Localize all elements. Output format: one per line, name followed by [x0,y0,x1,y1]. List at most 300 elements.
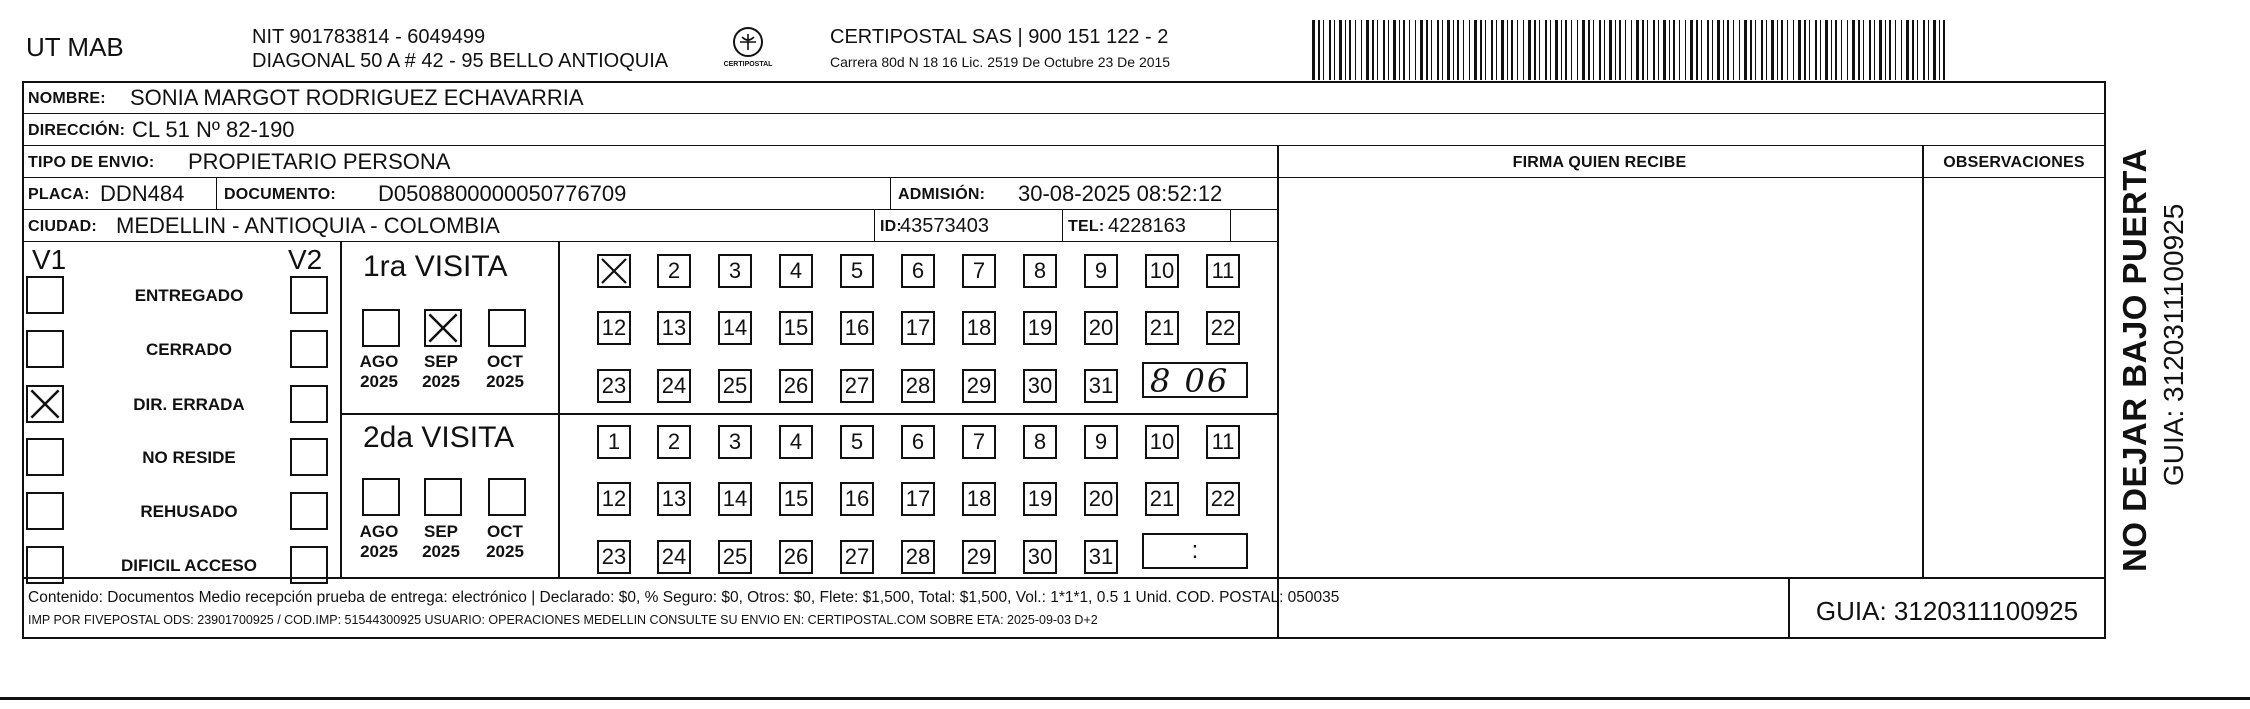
barcode-bar [1690,20,1693,80]
status-v1-checkbox[interactable] [26,276,64,314]
barcode-bar [1420,20,1423,80]
status-v1-checkbox[interactable] [26,330,64,368]
barcode-bar [1879,20,1882,80]
month-year: 2025 [422,372,460,391]
barcode-bar [1550,20,1551,80]
day-number: 29 [966,373,992,398]
no-leave-under-door-warning: NO DEJAR BAJO PUERTA [2116,148,2153,572]
barcode-bar [1507,20,1508,80]
day-number: 31 [1088,544,1114,569]
day-number: 8 [1033,429,1047,454]
barcode-bar [1582,20,1585,80]
first-visit-month-checkbox[interactable] [488,309,526,347]
first-visit-day-box[interactable] [901,254,935,288]
barcode-bar [1474,20,1477,80]
divider-signature [1277,145,1279,639]
second-visit-day-box[interactable] [901,482,935,516]
month-label [412,352,470,392]
second-visit-day-box[interactable] [1084,482,1118,516]
day-number: 4 [789,258,803,283]
day-number: 13 [661,315,687,340]
month-name: AGO [359,352,399,371]
barcode-bar [1619,20,1621,80]
barcode-bar [1366,20,1369,80]
day-number: 22 [1210,315,1236,340]
signature-column-header: FIRMA QUIEN RECIBE [1512,154,1687,171]
second-visit-day-box[interactable] [1084,425,1118,459]
barcode-bar [1723,20,1724,80]
month-year: 2025 [486,372,524,391]
day-number: 6 [911,429,925,454]
footer-content-line: Contenido: Documentos Medio recepción prueba de entrega: electrónico | Declarado: $0, % Seguro: $0, Otros: $0, Flete: $1,500, Total: $1,500, Vol.: 1*1*1, 0.5 1 Unid. COD. POSTAL: 050035 [28,589,1340,606]
barcode-bar [1403,20,1405,80]
month-label [476,352,534,392]
day-number: 11 [1211,429,1235,454]
barcode-bar [1841,20,1842,80]
barcode-bar [1895,20,1896,80]
second-visit-month-checkbox[interactable] [424,478,462,516]
barcode-bar [1863,20,1864,80]
day-number: 7 [972,429,986,454]
barcode-bar [1426,20,1428,80]
first-visit-day-box[interactable] [1145,254,1179,288]
barcode-bar [1701,20,1702,80]
month-name: AGO [359,522,399,541]
second-visit-day-box[interactable] [718,540,752,574]
month-name: SEP [423,522,459,541]
footer-divider [22,577,2106,579]
day-number: 28 [905,544,931,569]
day-number: 10 [1149,429,1175,454]
plate: DDN484 [100,181,185,206]
barcode-bar [1631,20,1632,80]
second-visit-day-box[interactable] [657,540,691,574]
tel-label: TEL: [1068,218,1105,235]
first-visit-day-box[interactable] [779,369,813,403]
month-name: OCT [487,522,523,541]
observations-column-header: OBSERVACIONES [1943,154,2085,171]
barcode-bar [1517,20,1518,80]
day-number: 16 [844,315,870,340]
day-number: 25 [722,544,748,569]
barcode-bar [1658,20,1659,80]
day-number: 15 [783,315,809,340]
month-year: 2025 [360,542,398,561]
second-visit-day-box[interactable] [962,425,996,459]
second-visit-day-box[interactable] [962,482,996,516]
barcode [1312,20,1948,80]
document-number: D0508800000050776709 [378,181,627,206]
barcode-bar [1707,20,1709,80]
carrier-name: CERTIPOSTAL SAS | 900 151 122 - 2 [830,26,1169,48]
barcode-bar [1604,20,1605,80]
row-plate [22,177,1277,210]
divider-observations [1922,145,1924,577]
month-label [476,522,534,562]
barcode-bar [1847,20,1848,80]
second-visit-day-box[interactable] [779,540,813,574]
day-number: 27 [844,544,870,569]
barcode-bar [1349,20,1351,80]
barcode-bar [1339,20,1342,80]
status-label: DIFICIL ACCESO [120,556,257,575]
second-visit-day-box[interactable] [597,540,631,574]
day-number: 14 [722,315,748,340]
barcode-bar [1787,20,1788,80]
second-visit-title: 2da VISITA [363,421,515,454]
first-visit-day-box[interactable] [1206,254,1240,288]
company-nit: NIT 901783814 - 6049499 [252,26,486,48]
second-visit-day-box[interactable] [779,425,813,459]
barcode-bar [1399,20,1400,80]
second-visit-day-box[interactable] [1023,425,1057,459]
first-visit-day-box[interactable] [962,254,996,288]
barcode-bar [1372,20,1374,80]
barcode-bar [1565,20,1567,80]
first-visit-day-box[interactable] [1084,254,1118,288]
barcode-bar [1685,20,1686,80]
status-v2-checkbox[interactable] [290,330,328,368]
day-number: 12 [601,486,627,511]
barcode-bar [1669,20,1670,80]
day-number: 3 [728,258,742,283]
second-visit-day-box[interactable] [840,540,874,574]
footer-guia: GUIA: 3120311100925 [1815,596,2079,626]
second-visit-day-box[interactable] [840,425,874,459]
barcode-bar [1928,20,1929,80]
shipping-type-label: TIPO DE ENVIO: [28,154,155,171]
first-visit-day-box[interactable] [962,369,996,403]
recipient-tel: 4228163 [1108,215,1186,237]
barcode-bar [1561,20,1562,80]
barcode-bar [1577,20,1578,80]
barcode-bar [1534,20,1536,80]
day-number: 17 [905,315,931,340]
second-visit-month-checkbox[interactable] [362,478,400,516]
day-number: 22 [1210,486,1236,511]
barcode-bar [1599,20,1601,80]
barcode-bar [1453,20,1454,80]
barcode-bar [1777,20,1778,80]
barcode-bar [1528,20,1531,80]
barcode-bar [1815,20,1817,80]
barcode-bar [1388,20,1389,80]
row-city [22,209,1277,242]
status-v2-checkbox[interactable] [290,276,328,314]
barcode-bar [1835,20,1837,80]
day-number: 9 [1094,258,1108,283]
name-label: NOMBRE: [28,90,106,107]
second-visit-day-box[interactable] [718,425,752,459]
second-visit-day-box[interactable] [657,425,691,459]
barcode-bar [1804,20,1806,80]
first-visit-time-box[interactable] [1142,362,1248,398]
barcode-bar [1869,20,1871,80]
barcode-bar [1415,20,1416,80]
first-visit-day-box[interactable] [597,311,631,345]
v2-label: V2 [288,244,323,275]
first-visit-month-checkbox[interactable] [362,309,400,347]
first-visit-day-box[interactable] [1084,369,1118,403]
first-visit-day-box[interactable] [718,311,752,345]
barcode-bar [1820,20,1821,80]
sep-admission [890,177,891,209]
sep-end [1230,209,1231,241]
second-visit-day-box[interactable] [1145,482,1179,516]
barcode-bar [1480,20,1482,80]
barcode-bar [1383,20,1385,80]
sep-id [874,209,875,241]
first-visit-day-box[interactable] [840,311,874,345]
status-v2-checkbox[interactable] [290,385,328,423]
barcode-bar [1377,20,1378,80]
barcode-bar [1750,20,1752,80]
barcode-bar [1761,20,1763,80]
barcode-bar [1615,20,1616,80]
first-visit-day-box[interactable] [1023,369,1057,403]
barcode-bar [1939,20,1940,80]
day-number: 24 [661,544,687,569]
first-visit-day-box[interactable] [779,311,813,345]
barcode-bar [1593,20,1594,80]
second-visit-day-box[interactable] [779,482,813,516]
first-visit-day-box[interactable] [901,369,935,403]
barcode-bar [1825,20,1828,80]
day-number: 6 [911,258,925,283]
day-number: 31 [1088,373,1114,398]
day-number: 30 [1027,373,1053,398]
first-visit-day-box[interactable] [962,311,996,345]
barcode-bar [1642,20,1644,80]
day-number: 15 [783,486,809,511]
day-number: 25 [722,373,748,398]
day-number: 5 [850,258,864,283]
status-label: NO RESIDE [142,448,236,467]
v1-label: V1 [32,244,67,275]
address-label: DIRECCIÓN: [28,122,126,139]
second-visit-day-box[interactable] [718,482,752,516]
day-number: 21 [1149,315,1175,340]
first-visit-day-box[interactable] [718,254,752,288]
barcode-bar [1496,20,1497,80]
sep-tel [1062,209,1063,241]
day-number: 18 [966,315,992,340]
day-number: 13 [661,486,687,511]
second-visit-time: : [1191,537,1199,564]
barcode-bar [1901,20,1902,80]
id-label: ID: [880,218,902,235]
day-number: 20 [1088,315,1114,340]
month-label [412,522,470,562]
barcode-bar [1588,20,1590,80]
second-visit-day-box[interactable] [657,482,691,516]
day-number: 9 [1094,429,1108,454]
barcode-bar [1318,20,1320,80]
second-visit-day-box[interactable] [597,425,631,459]
barcode-bar [1912,20,1914,80]
first-visit-day-box[interactable] [718,369,752,403]
barcode-bar [1663,20,1666,80]
status-v1-checkbox[interactable] [26,385,64,423]
day-number: 30 [1027,544,1053,569]
day-number: 23 [601,373,627,398]
first-visit-day-box[interactable] [597,369,631,403]
day-number: 27 [844,373,870,398]
month-label [350,522,408,562]
first-visit-day-box[interactable] [779,254,813,288]
barcode-bar [1793,20,1794,80]
row-shipping-type [22,145,1277,178]
first-visit-day-box[interactable] [1023,254,1057,288]
second-visit-day-box[interactable] [1023,482,1057,516]
status-v1-checkbox[interactable] [26,492,64,530]
day-number: 26 [783,544,809,569]
second-visit-day-box[interactable] [1084,540,1118,574]
second-visit-day-box[interactable] [1206,425,1240,459]
first-visit-time: 8 06 [1150,362,1230,400]
month-label [350,352,408,392]
barcode-bar [1323,20,1324,80]
barcode-bar [1809,20,1810,80]
day-number: 2 [667,429,681,454]
day-number: 7 [972,258,986,283]
barcode-bar [1609,20,1612,80]
barcode-bar [1906,20,1909,80]
status-label: CERRADO [146,340,232,359]
day-number: 28 [905,373,931,398]
status-v2-checkbox[interactable] [290,492,328,530]
first-visit-day-box[interactable] [840,369,874,403]
first-visit-day-box[interactable] [657,254,691,288]
recipient-id: 43573403 [900,215,989,237]
barcode-bar [1625,20,1626,80]
shipping-type: PROPIETARIO PERSONA [188,149,451,174]
barcode-bar [1889,20,1891,80]
carrier-license: Carrera 80d N 18 16 Lic. 2519 De Octubre 23 De 2015 [830,54,1171,70]
second-visit-day-box[interactable] [840,482,874,516]
month-year: 2025 [422,542,460,561]
second-visit-day-box[interactable] [1206,482,1240,516]
second-visit-day-box[interactable] [597,482,631,516]
first-visit-day-box[interactable] [901,311,935,345]
barcode-bar [1571,20,1572,80]
barcode-bar [1442,20,1443,80]
first-visit-month-checkbox[interactable] [424,309,462,347]
status-v2-checkbox[interactable] [290,438,328,476]
first-visit-day-box[interactable] [657,311,691,345]
visit-divider [340,413,1277,415]
barcode-bar [1345,20,1346,80]
barcode-bar [1874,20,1875,80]
barcode-bar [1933,20,1936,80]
company-address: DIAGONAL 50 A # 42 - 95 BELLO ANTIOQUIA [252,50,669,72]
certipostal-logo [723,24,773,72]
first-visit-day-box[interactable] [840,254,874,288]
sep-plate [216,177,217,209]
barcode-bar [1712,20,1713,80]
barcode-bar [1679,20,1680,80]
second-visit-month-checkbox[interactable] [488,478,526,516]
first-visit-title: 1ra VISITA [363,250,508,283]
first-visit-day-box[interactable] [1206,311,1240,345]
barcode-bar [1798,20,1801,80]
barcode-bar [1673,20,1675,80]
barcode-bar [1755,20,1756,80]
month-year: 2025 [360,372,398,391]
day-number: 29 [966,544,992,569]
barcode-bar [1852,20,1855,80]
second-visit-day-box[interactable] [1023,540,1057,574]
barcode-bar [1393,20,1396,80]
barcode-bar [1555,20,1558,80]
first-visit-day-box[interactable] [597,254,631,288]
status-v1-checkbox[interactable] [26,438,64,476]
first-visit-day-box[interactable] [1023,311,1057,345]
status-label: REHUSADO [140,502,238,521]
barcode-bar [1409,20,1410,80]
barcode-bar [1457,20,1459,80]
day-number: 19 [1027,486,1053,511]
day-number: 17 [905,486,931,511]
day-number: 14 [722,486,748,511]
barcode-bar [1312,20,1315,80]
day-number: 26 [783,373,809,398]
month-name: SEP [423,352,459,371]
barcode-bar [1653,20,1655,80]
second-visit-day-box[interactable] [1145,425,1179,459]
barcode-bar [1523,20,1524,80]
barcode-bar [1469,20,1470,80]
plate-label: PLACA: [28,186,90,203]
row-name [22,81,2106,114]
barcode-bar [1781,20,1783,80]
barcode-bar [1923,20,1925,80]
logo-text: CERTIPOSTAL [723,61,773,68]
admission-label: ADMISIÓN: [898,186,986,203]
barcode-bar [1647,20,1648,80]
second-visit-day-box[interactable] [901,425,935,459]
barcode-bar [1334,20,1335,80]
barcode-bar [1739,20,1740,80]
month-name: OCT [487,352,523,371]
second-visit-day-box[interactable] [962,540,996,574]
barcode-bar [1491,20,1493,80]
admission-date: 30-08-2025 08:52:12 [1018,181,1223,206]
company-short: UT MAB [26,32,124,62]
barcode-bar [1744,20,1747,80]
barcode-bar [1717,20,1720,80]
barcode-bar [1485,20,1486,80]
day-number: 16 [844,486,870,511]
day-number: 21 [1149,486,1175,511]
day-number: 11 [1211,258,1235,283]
recipient-name: SONIA MARGOT RODRIGUEZ ECHAVARRIA [130,85,584,110]
first-visit-day-box[interactable] [1145,311,1179,345]
second-visit-time-box[interactable] [1142,533,1248,569]
barcode-bar [1733,20,1734,80]
barcode-bar [1917,20,1918,80]
second-visit-day-box[interactable] [901,540,935,574]
first-visit-day-box[interactable] [657,369,691,403]
day-number: 20 [1088,486,1114,511]
first-visit-day-box[interactable] [1084,311,1118,345]
barcode-bar [1766,20,1767,80]
day-number: 3 [728,429,742,454]
barcode-bar [1501,20,1504,80]
day-number: 5 [850,429,864,454]
day-number: 10 [1149,258,1175,283]
barcode-bar [1447,20,1450,80]
